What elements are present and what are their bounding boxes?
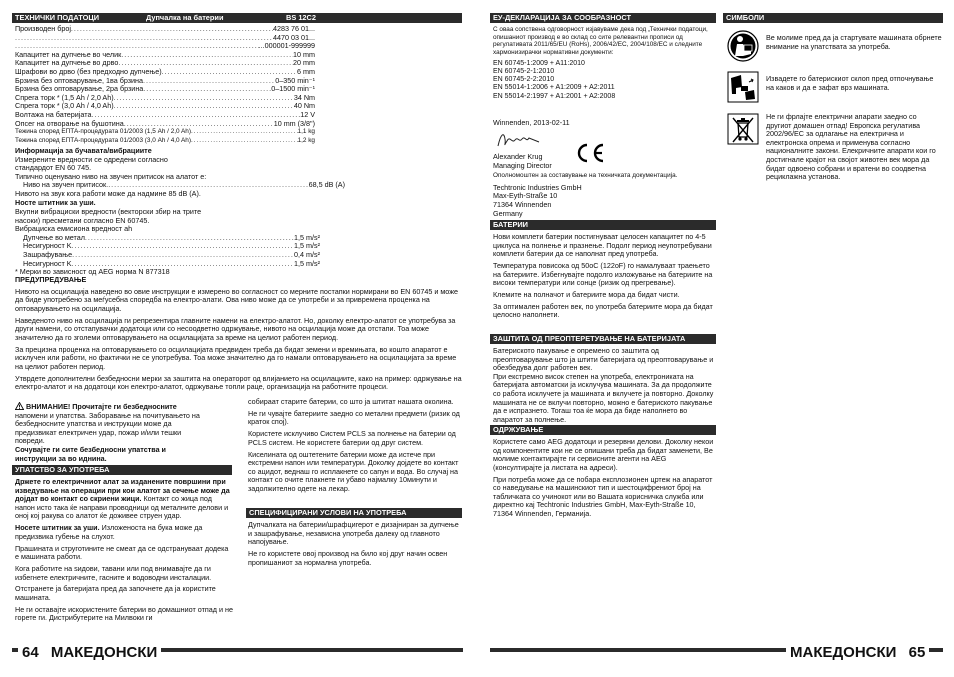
address-line: Germany [493, 209, 523, 218]
bat-paragraph: Нови комплети батерии постигнуваат целосен капацитет по 4-5 циклуса на полнење и празнење. Подолг период неупотребувани комплети батерии да се наполнат пред употреба. [493, 232, 712, 259]
warning-paragraph: За прецизна проценка на оптоварувањето со осцилацијата предвиден треба да бидат земени и времињата, во кошто апаратот е исклучен или работи, но фактички не се употребува. Тоа може значително да го намали оптоварувањето на осцилацијата за време на целиот работен период. [15, 344, 457, 371]
warning-paragraph: Нивото на осцилација наведено во овие инструкции е измерено во согласност со мерните постапки нормирани во EN 60745 и може да биде употребено за меѓусебна споредба на електро-алати. Ова ниво може да се употреби и за привремена проценка на оптоварувањето на осцилација. [15, 286, 459, 313]
table-row: Производен број ..... 4283 76 01... [15, 25, 315, 34]
table-row: Опсег на отворање на бушотина ..... 10 mm (3/8") [15, 120, 315, 129]
ce-place-date: Winnenden, 2013-02-11 [493, 119, 570, 127]
symbol-desc-battery: Извадете го батерискиот склоп пред отпочнување на каков и да е зафат врз машината. [766, 74, 934, 92]
noise-line: Измерените вредности се одредени согласно [15, 155, 168, 164]
address-line: 71364 Winnenden [493, 200, 552, 209]
usage-header: УПАТСТВО ЗА УПОТРЕБА [12, 465, 232, 475]
address-line: Techtronic Industries GmbH [493, 183, 582, 192]
attention-text: повреди. [15, 437, 45, 446]
usage-section [15, 478, 233, 626]
maintenance-section [493, 438, 715, 522]
signatory-name: Alexander Krug [493, 153, 543, 161]
ce-norm: EN 55014-2:1997 + A1:2001 + A2:2008 [493, 92, 616, 100]
signatory-role: Managing Director [493, 161, 552, 170]
read-manual-icon [727, 30, 759, 62]
tech-data-table [15, 25, 315, 145]
page-number: 64 [22, 644, 39, 661]
noise-line: Нивото на звук кога работи може да надмине 85 dB (A). [15, 189, 201, 198]
table-row: Тежина според ЕПТА-процедурата 01/2003 (1,5 Ah / 2,0 Ah) ..... 1,1 kg [15, 128, 315, 137]
attention-text: предизвикат електричен удар, пожар и/или тешки [15, 428, 182, 437]
table-row: Спрега торк * (3,0 Ah / 4,0 Ah) ..... 40 Nm [15, 102, 315, 111]
middle-column [248, 398, 460, 497]
table-row: Шрафови во дрво (без предходно дупчење) ..... 6 mm [15, 68, 315, 77]
page-number: 65 [908, 644, 926, 661]
prot-paragraph: Батериското пакување е опремено со заштита од преоптоварување што ја штити батеријата од преоптоварување и обезбедува долг работен век. [493, 346, 714, 373]
ce-norm: EN 60745-2-2:2010 [493, 76, 555, 84]
bat-paragraph: За оптимален работен век, по употреба батериите мора да бидат целосно наполнети. [493, 301, 713, 320]
warning-section [15, 276, 463, 395]
bat-paragraph: Температура повисока од 50oC (122oF) го намалуваат траењето на батериите. Избегнувајте подолго изложување на батериите на високи температури или сонце (ризик од прегревање). [493, 260, 713, 288]
mid-paragraph: Киселината од оштетените батерии може да истече при екстремни напон или температури. Доколку дојдете во контакт со ацидот, веднаш го исплакнете со сапун и вода. Во случај на контакт со очите плакнете ги убаво најмалку 10минути и задолжително одете на лекар. [248, 449, 459, 493]
attention-line [15, 402, 235, 412]
ce-norm: EN 60745-2-1:2010 [493, 67, 555, 75]
spec-use-header: СПЕЦИФИЦИРАНИ УСЛОВИ НА УПОТРЕБА [246, 508, 462, 518]
ce-header: ЕУ-ДЕКЛАРАЦИЈА ЗА СООБРАЗНОСТ [490, 13, 716, 23]
warning-triangle-icon [15, 402, 24, 410]
table-row: Брзина без оптоварување, 1ва брзина ..... 0–350 min⁻¹ [15, 77, 315, 86]
usage-paragraph: Не ги оставајте искористените батерии во домашниот отпад и не горете ги. Дистрибутерите на Милвоки ги [15, 604, 233, 623]
vib-row: Зашрафување ..... 0,4 m/s² [15, 251, 320, 260]
symbol-desc-weee: Не ги фрлајте електрични апарати заедно со другиот домашен отпад! Европска регулатива 2002/96/EC за одлагање на електрична и електронска опрема и применува согласно националните закони. Елекричните апарати кои го достигнале крајот на својот животен век мора да бидат одвоено собрани и вратени во соодветна рециклажна установа. [766, 112, 936, 182]
table-row: Капацитет на дупчење во дрво ..... 20 mm [15, 59, 315, 68]
noise-line: Типично оценувано ниво на звучен притисок на алатот е: [15, 172, 207, 181]
overload-section [493, 347, 715, 428]
noise-info [15, 147, 345, 207]
vib-row: Несигурност K ..... 1,5 m/s² [15, 260, 320, 269]
ce-norm: EN 60745-1:2009 + A11:2010 [493, 59, 585, 67]
footer-right [786, 644, 929, 662]
signature [495, 129, 543, 151]
table-row: Волтажа на батеријата ..... 12 V [15, 111, 315, 120]
attention-block [15, 402, 235, 463]
vibration-info [15, 208, 320, 277]
maint-paragraph: При потреба може да се побара експлозионен цртеж на апаратот со наведување на машинскиот тип и шестоцифрениот број на табличката со учинокот или во Вашата корисничка служба или директно кај Techtronic Industries GmbH, Max-Eyth-Straße 10, 71364 Winnenden, Германија. [493, 474, 713, 518]
usage-paragraph: Отстранете ја батеријата пред да започнете да ја користите машината. [15, 584, 216, 602]
tech-data-header [12, 13, 462, 23]
spec-use-section [248, 521, 460, 570]
batteries-header: БАТЕРИИ [490, 220, 716, 230]
warning-paragraph: Утврдете дополнителни безбедносни мерки за заштита на операторот од влијанието на осцилациите, како на пример: одржување на електро-алатот и на додатоци кон електро-алатот, одржување топли раце, организација на работните процеси. [15, 373, 462, 392]
vib-note: * Мерки во зависност од AEG норма N 877318 [15, 268, 170, 277]
symbol-desc-manual: Ве молиме пред да ја стартувате машината обрнете внимание на упатствата за употреба. [766, 33, 942, 51]
vib-line: Вибрациска емисиона вредност ah [15, 225, 133, 234]
table-row: Брзина без оптоварување, 2ра брзина ..... 0–1500 min⁻¹ [15, 85, 315, 94]
page-language: МАКЕДОНСКИ [50, 644, 158, 661]
warning-paragraph: Наведеното ниво на осцилација ги репрезентира главните намени на електро-алатот. Но, доколку електро-алатот се употребува за други намени, со отстапувачки додатоци или со несоодветно одржување, нивото на осцилација може да отстапи. Тоа може значително да го зголеми оптоварувањето на осцилацијата за време на целиот работен период. [15, 315, 456, 342]
prot-paragraph: При екстремно висок степен на употреба, електрониката на батеријата автоматски ја исклучува машината. За да продолжите со работа исклучете ја машината и вклучете ја повторно. Доколку машината не се вклучи повторно, можно е батериското пакување да е испразнето. Тогаш тоа ќе мора да биде наполнето во апаратот за полнење. [493, 371, 714, 424]
table-row: Тежина според ЕПТА-процедурата 01/2003 (3,0 Ah / 4,0 Ah) ..... 1,2 kg [15, 137, 315, 146]
usage-paragraph: Носете штитник за уши. Изложеноста на бука може да предизвика губење на слухот. [15, 523, 203, 541]
page-language: МАКЕДОНСКИ [790, 644, 897, 661]
vib-row: Несигурност K ..... 1,5 m/s² [15, 242, 320, 251]
tech-data-product: Дупчалка на батерии [146, 13, 224, 22]
noise-line: стандардот EN 60 745. [15, 164, 92, 173]
tech-data-title: ТЕХНИЧКИ ПОДАТОЦИ [15, 13, 100, 22]
vib-line: Вкупни вибрациски вредности (векторски збир на трите [15, 208, 202, 216]
weee-bin-icon [727, 113, 759, 145]
spec-paragraph: Не го користете овој производ на било кој друг начин освен пропишаниот за нормална употреба. [248, 548, 448, 567]
attention-text: напомени и упатства. Заборавање на почитувањето на [15, 411, 200, 420]
overload-header: ЗАШТИТА ОД ПРЕОПТЕРЕТУВАЊЕ НА БАТЕРИЈАТА [490, 334, 716, 344]
attention-text: безбедносните упатства и инструкции може да [15, 420, 172, 429]
vib-line: насоки) пресметани согласно EN 60745. [15, 216, 150, 225]
batteries-section [493, 233, 715, 323]
mid-paragraph: Користете исклучиво Систем PCLS за полнење на батерии од PCLS систем. Не користете батерии од друг систем. [248, 429, 456, 447]
mid-paragraph: собираат старите батерии, со што ја штитат нашата околина. [248, 397, 454, 406]
ce-signatory [493, 153, 713, 218]
attention-text: Сочувајте ги сите безбедносни упатства и [15, 445, 166, 454]
maint-paragraph: Користете само AEG додатоци и резервни делови. Доколку некои од компонентите кои не се опишани треба да бидат заменети, Ве молиме контактирајте ги сервисните агенти на AEG (консултирајте ја листата на адреси). [493, 437, 714, 472]
maintenance-header: ОДРЖУВАЊЕ [490, 425, 716, 435]
address-line: Max-Eyth-Straße 10 [493, 192, 558, 201]
noise-line: Носте штитник за уши. [15, 198, 96, 207]
noise-row: Ниво на звучен притисок. ..... 68,5 dB (A) [15, 181, 345, 190]
ce-paragraph: С оваа сопствена одговорност изјавуваме дека под „Технички податоци, опишаниот производ е во склад со сите релевантни прописи од регулативата 2011/65/EU (RoHs), 2006/42/EC, 2004/108/EC и следните хармонизирачки нормативни документи: [493, 26, 708, 56]
ce-norm: EN 55014-1:2006 + A1:2009 + A2:2011 [493, 84, 615, 92]
table-row: ..... 4470 03 01... [15, 34, 315, 43]
usage-paragraph: Држете го електричниот алат за изданените површини при изведување на операции при кои алатот за сечење може да дојдат во контакт со скриени жици. Контакт со жица под напон исто така ќе направи проводници од металните делови и оној кој ракува со алатот ќе доживее струен удар. [15, 477, 230, 521]
spec-paragraph: Дупчалката на батерии/шрафцигерот е дизајниран за дупчење и зашрафување, независна употреба далеку од главното напојување. [248, 520, 459, 547]
vib-row: Дупчење во метал ..... 1,5 m/s² [15, 234, 320, 243]
symbols-header: СИМБОЛИ [723, 13, 943, 23]
footer-left [18, 644, 161, 662]
usage-paragraph: Кога работите на ѕидови, тавани или под внимавајте да ги избегнете електричните, гасните и водоводни инсталации. [15, 563, 212, 582]
table-row: ..... ...000001-999999 [15, 42, 315, 51]
tech-data-model: BS 12C2 [286, 13, 316, 22]
mid-paragraph: Не ги чувајте батериите заедно со метални предмети (ризик од краток спој). [248, 408, 460, 427]
warning-title: ПРЕДУПРЕДУВАЊЕ [15, 275, 87, 284]
ce-authorization: Ополномоштен за составување на техничката документација. [493, 172, 678, 180]
usage-paragraph: Прашината и струготините не смеат да се одстрануваат додека е машината работи. [15, 543, 229, 562]
remove-battery-icon [727, 71, 759, 103]
ce-section [493, 26, 715, 101]
table-row: Спрега торк * (1,5 Ah / 2,0 Ah) ..... 34 Nm [15, 94, 315, 103]
attention-text: ВНИМАНИЕ! Прочитајте ги безбедносните [26, 402, 177, 411]
table-row: Капацитет на дупчење во челик ..... 10 mm [15, 51, 315, 60]
attention-text: инструкции за во иднина. [15, 454, 107, 463]
noise-title: Информација за бучавата/вибрациите [15, 147, 152, 155]
bat-paragraph: Клемите на полначот и батериите мора да бидат чисти. [493, 289, 680, 299]
